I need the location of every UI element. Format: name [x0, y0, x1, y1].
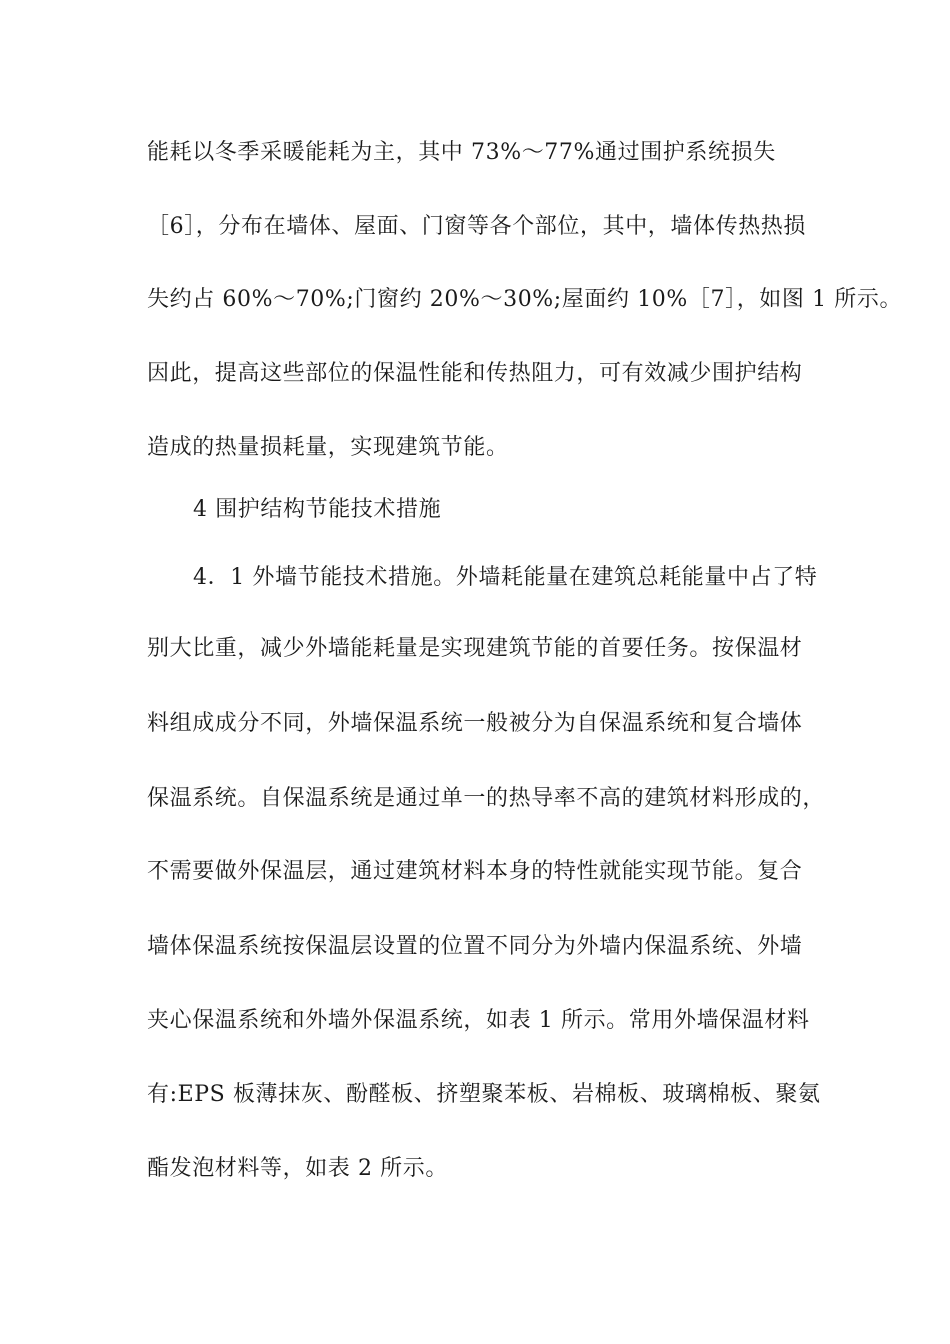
paragraph-line: ［6］，分布在墙体、屋面、门窗等各个部位，其中，墙体传热热损	[147, 214, 806, 239]
paragraph-line: 有:EPS 板薄抹灰、酚醛板、挤塑聚苯板、岩棉板、玻璃棉板、聚氨	[147, 1082, 821, 1107]
section-heading: 4 围护结构节能技术措施	[193, 497, 442, 522]
paragraph-line: 墙体保温系统按保温层设置的位置不同分为外墙内保温系统、外墙	[147, 934, 803, 959]
paragraph-line: 夹心保温系统和外墙外保温系统，如表 1 所示。常用外墙保温材料	[147, 1008, 810, 1033]
paragraph-line: 保温系统。自保温系统是通过单一的热导率不高的建筑材料形成的，	[147, 786, 826, 811]
paragraph-line: 别大比重，减少外墙能耗量是实现建筑节能的首要任务。按保温材	[147, 636, 803, 661]
paragraph-line: 能耗以冬季采暖能耗为主，其中 73%～77%通过围护系统损失	[147, 140, 776, 165]
paragraph-line: 造成的热量损耗量，实现建筑节能。	[147, 435, 509, 460]
paragraph-line: 4．1 外墙节能技术措施。外墙耗能量在建筑总耗能量中占了特	[193, 565, 818, 590]
paragraph-line: 失约占 60%～70%;门窗约 20%～30%;屋面约 10%［7］，如图 1 所示。	[147, 287, 903, 312]
paragraph-line: 酯发泡材料等，如表 2 所示。	[147, 1156, 448, 1181]
paragraph-line: 料组成成分不同，外墙保温系统一般被分为自保温系统和复合墙体	[147, 711, 803, 736]
paragraph-line: 因此，提高这些部位的保温性能和传热阻力，可有效减少围护结构	[147, 361, 803, 386]
paragraph-line: 不需要做外保温层，通过建筑材料本身的特性就能实现节能。复合	[147, 859, 803, 884]
